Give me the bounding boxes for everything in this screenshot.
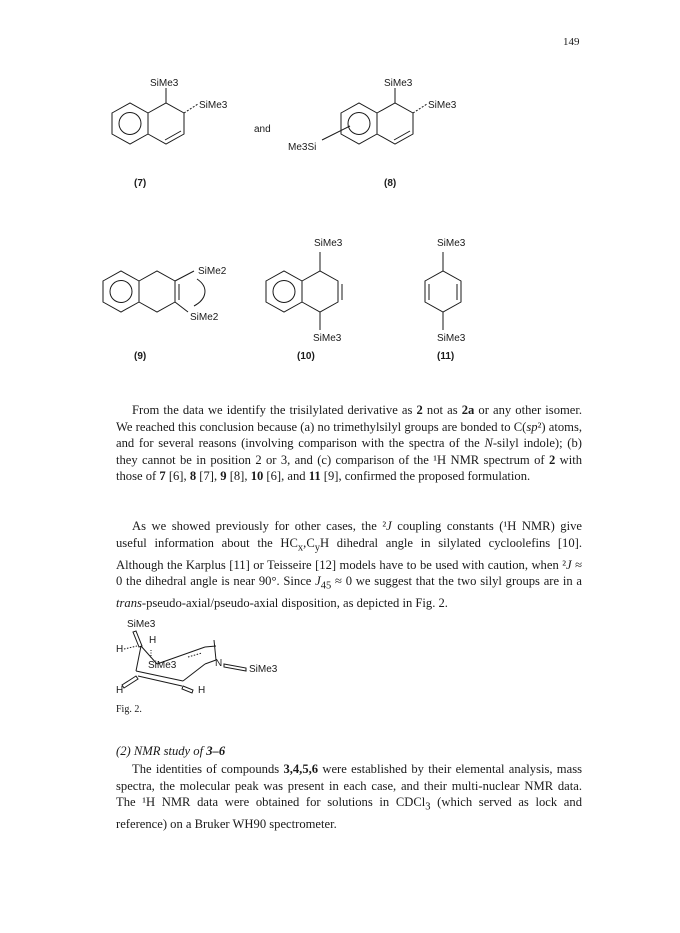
fig2-h3: H bbox=[116, 685, 124, 696]
s10-sub2: SiMe3 bbox=[313, 333, 342, 344]
p1-compound-ref: 2 bbox=[416, 403, 423, 417]
s7-sub2: SiMe3 bbox=[199, 100, 228, 111]
p2-text: ≈ 0 the dihedral angle is near 90°. Since bbox=[116, 557, 582, 589]
heading-text: (2) NMR study of bbox=[116, 744, 207, 758]
p1-compound-ref: 2a bbox=[461, 403, 475, 417]
p1-compound-ref: 11 bbox=[308, 469, 321, 484]
p1-text: [6], bbox=[165, 469, 190, 484]
p1-text: From the data we identify the trisilylated derivative as bbox=[132, 403, 417, 417]
page-number: 149 bbox=[563, 36, 580, 48]
fig2-sime3-top: SiMe3 bbox=[127, 619, 156, 630]
p1-text: not as bbox=[422, 403, 462, 417]
p2-subscript: 45 bbox=[320, 580, 332, 592]
p1-text: or any other isomer. We reached this conclusion because (a) no trimethylsilyl groups are bonded to C( bbox=[116, 403, 583, 434]
s7-label: (7) bbox=[134, 178, 147, 189]
p2-text: ≈ 0 we suggest that the two silyl groups are in a bbox=[331, 574, 583, 589]
s8-sub1: SiMe3 bbox=[384, 78, 413, 89]
p1-text: [9], confirmed the proposed formulation. bbox=[320, 469, 531, 484]
paragraph-1 bbox=[116, 402, 582, 485]
s9-label: (9) bbox=[134, 351, 147, 362]
and-word: and bbox=[254, 124, 271, 135]
p1-text: with those of bbox=[116, 452, 582, 484]
p2-italic: J bbox=[315, 574, 321, 589]
p1-text: -silyl indole); (b) they cannot be in position 2 or 3, and (c) comparison of the ¹H NMR spectrum of bbox=[116, 436, 582, 467]
p3-text: were established by their elemental analysis, mass spectra, the molecular peak was present in each case, and their multi-nuclear NMR data. The ¹H NMR data were obtained for solutions in CDCl bbox=[116, 762, 582, 810]
p3-compound-ref: 3,4,5,6 bbox=[283, 762, 319, 776]
structure-10 bbox=[266, 238, 343, 362]
section-heading bbox=[116, 744, 225, 759]
p1-compound-ref: 8 bbox=[189, 469, 197, 484]
p2-italic: trans bbox=[116, 596, 142, 611]
s11-sub1: SiMe3 bbox=[437, 238, 466, 249]
fig2-caption: Fig. 2. bbox=[116, 704, 142, 715]
fig2-structure bbox=[116, 619, 278, 696]
s8-sub3: Me3Si bbox=[288, 142, 317, 153]
s10-sub1: SiMe3 bbox=[314, 238, 343, 249]
structure-8 bbox=[288, 78, 457, 189]
p2-subscript: y bbox=[314, 542, 320, 554]
s9-sub1: SiMe2 bbox=[198, 266, 227, 277]
p2-text: ,C bbox=[303, 535, 315, 550]
p1-compound-ref: 9 bbox=[220, 469, 227, 484]
p1-italic: N bbox=[484, 436, 493, 451]
p2-italic: J bbox=[566, 557, 572, 572]
structure-7 bbox=[112, 78, 228, 189]
fig2-h2: H bbox=[149, 635, 157, 646]
s10-label: (10) bbox=[297, 351, 315, 362]
fig2-n: N bbox=[215, 658, 223, 669]
paragraph-3 bbox=[116, 761, 582, 833]
p1-text: [6], and bbox=[263, 469, 309, 484]
p1-compound-ref: 7 bbox=[159, 469, 166, 484]
p2-subscript: x bbox=[297, 542, 304, 554]
p1-text: [7], bbox=[196, 469, 221, 484]
p1-compound-ref: 2 bbox=[548, 452, 556, 467]
p2-text: As we showed previously for other cases, the ² bbox=[132, 519, 387, 533]
p1-italic: sp bbox=[526, 419, 538, 434]
fig2-h1: H bbox=[116, 644, 124, 655]
p3-text: The identities of compounds bbox=[132, 762, 284, 776]
p3-subscript: 3 bbox=[425, 801, 431, 813]
p2-text: H dihedral angle in silylated cycloolefins [10]. Although the Karplus [11] or Teisseire [12] models have to be used with caution, when ² bbox=[116, 535, 582, 572]
p2-text: coupling constants (¹H NMR) give useful information about the HC bbox=[116, 519, 582, 550]
s11-sub2: SiMe3 bbox=[437, 333, 466, 344]
s7-sub1: SiMe3 bbox=[150, 78, 179, 89]
s8-label: (8) bbox=[384, 178, 397, 189]
fig2-h4: H bbox=[198, 685, 206, 696]
structure-9 bbox=[103, 266, 227, 362]
structure-11 bbox=[425, 238, 466, 362]
fig2-sime3-right: SiMe3 bbox=[249, 664, 278, 675]
s8-sub2: SiMe3 bbox=[428, 100, 457, 111]
p3-text: (which served as lock and reference) on a Bruker WH90 spectrometer. bbox=[116, 795, 582, 832]
p1-compound-ref: 10 bbox=[250, 469, 264, 484]
p2-italic: J bbox=[386, 519, 392, 533]
heading-compounds: 3–6 bbox=[206, 744, 226, 758]
p2-text: -pseudo-axial/pseudo-axial disposition, as depicted in Fig. 2. bbox=[141, 596, 448, 611]
paragraph-2 bbox=[116, 518, 582, 612]
fig2-sime3-mid: SiMe3 bbox=[148, 660, 177, 671]
s11-label: (11) bbox=[437, 351, 455, 362]
p1-text: ²) atoms, and for several reasons (involving comparison with the spectra of the bbox=[116, 419, 582, 451]
s9-sub2: SiMe2 bbox=[190, 312, 219, 323]
p1-text: [8], bbox=[226, 469, 251, 484]
